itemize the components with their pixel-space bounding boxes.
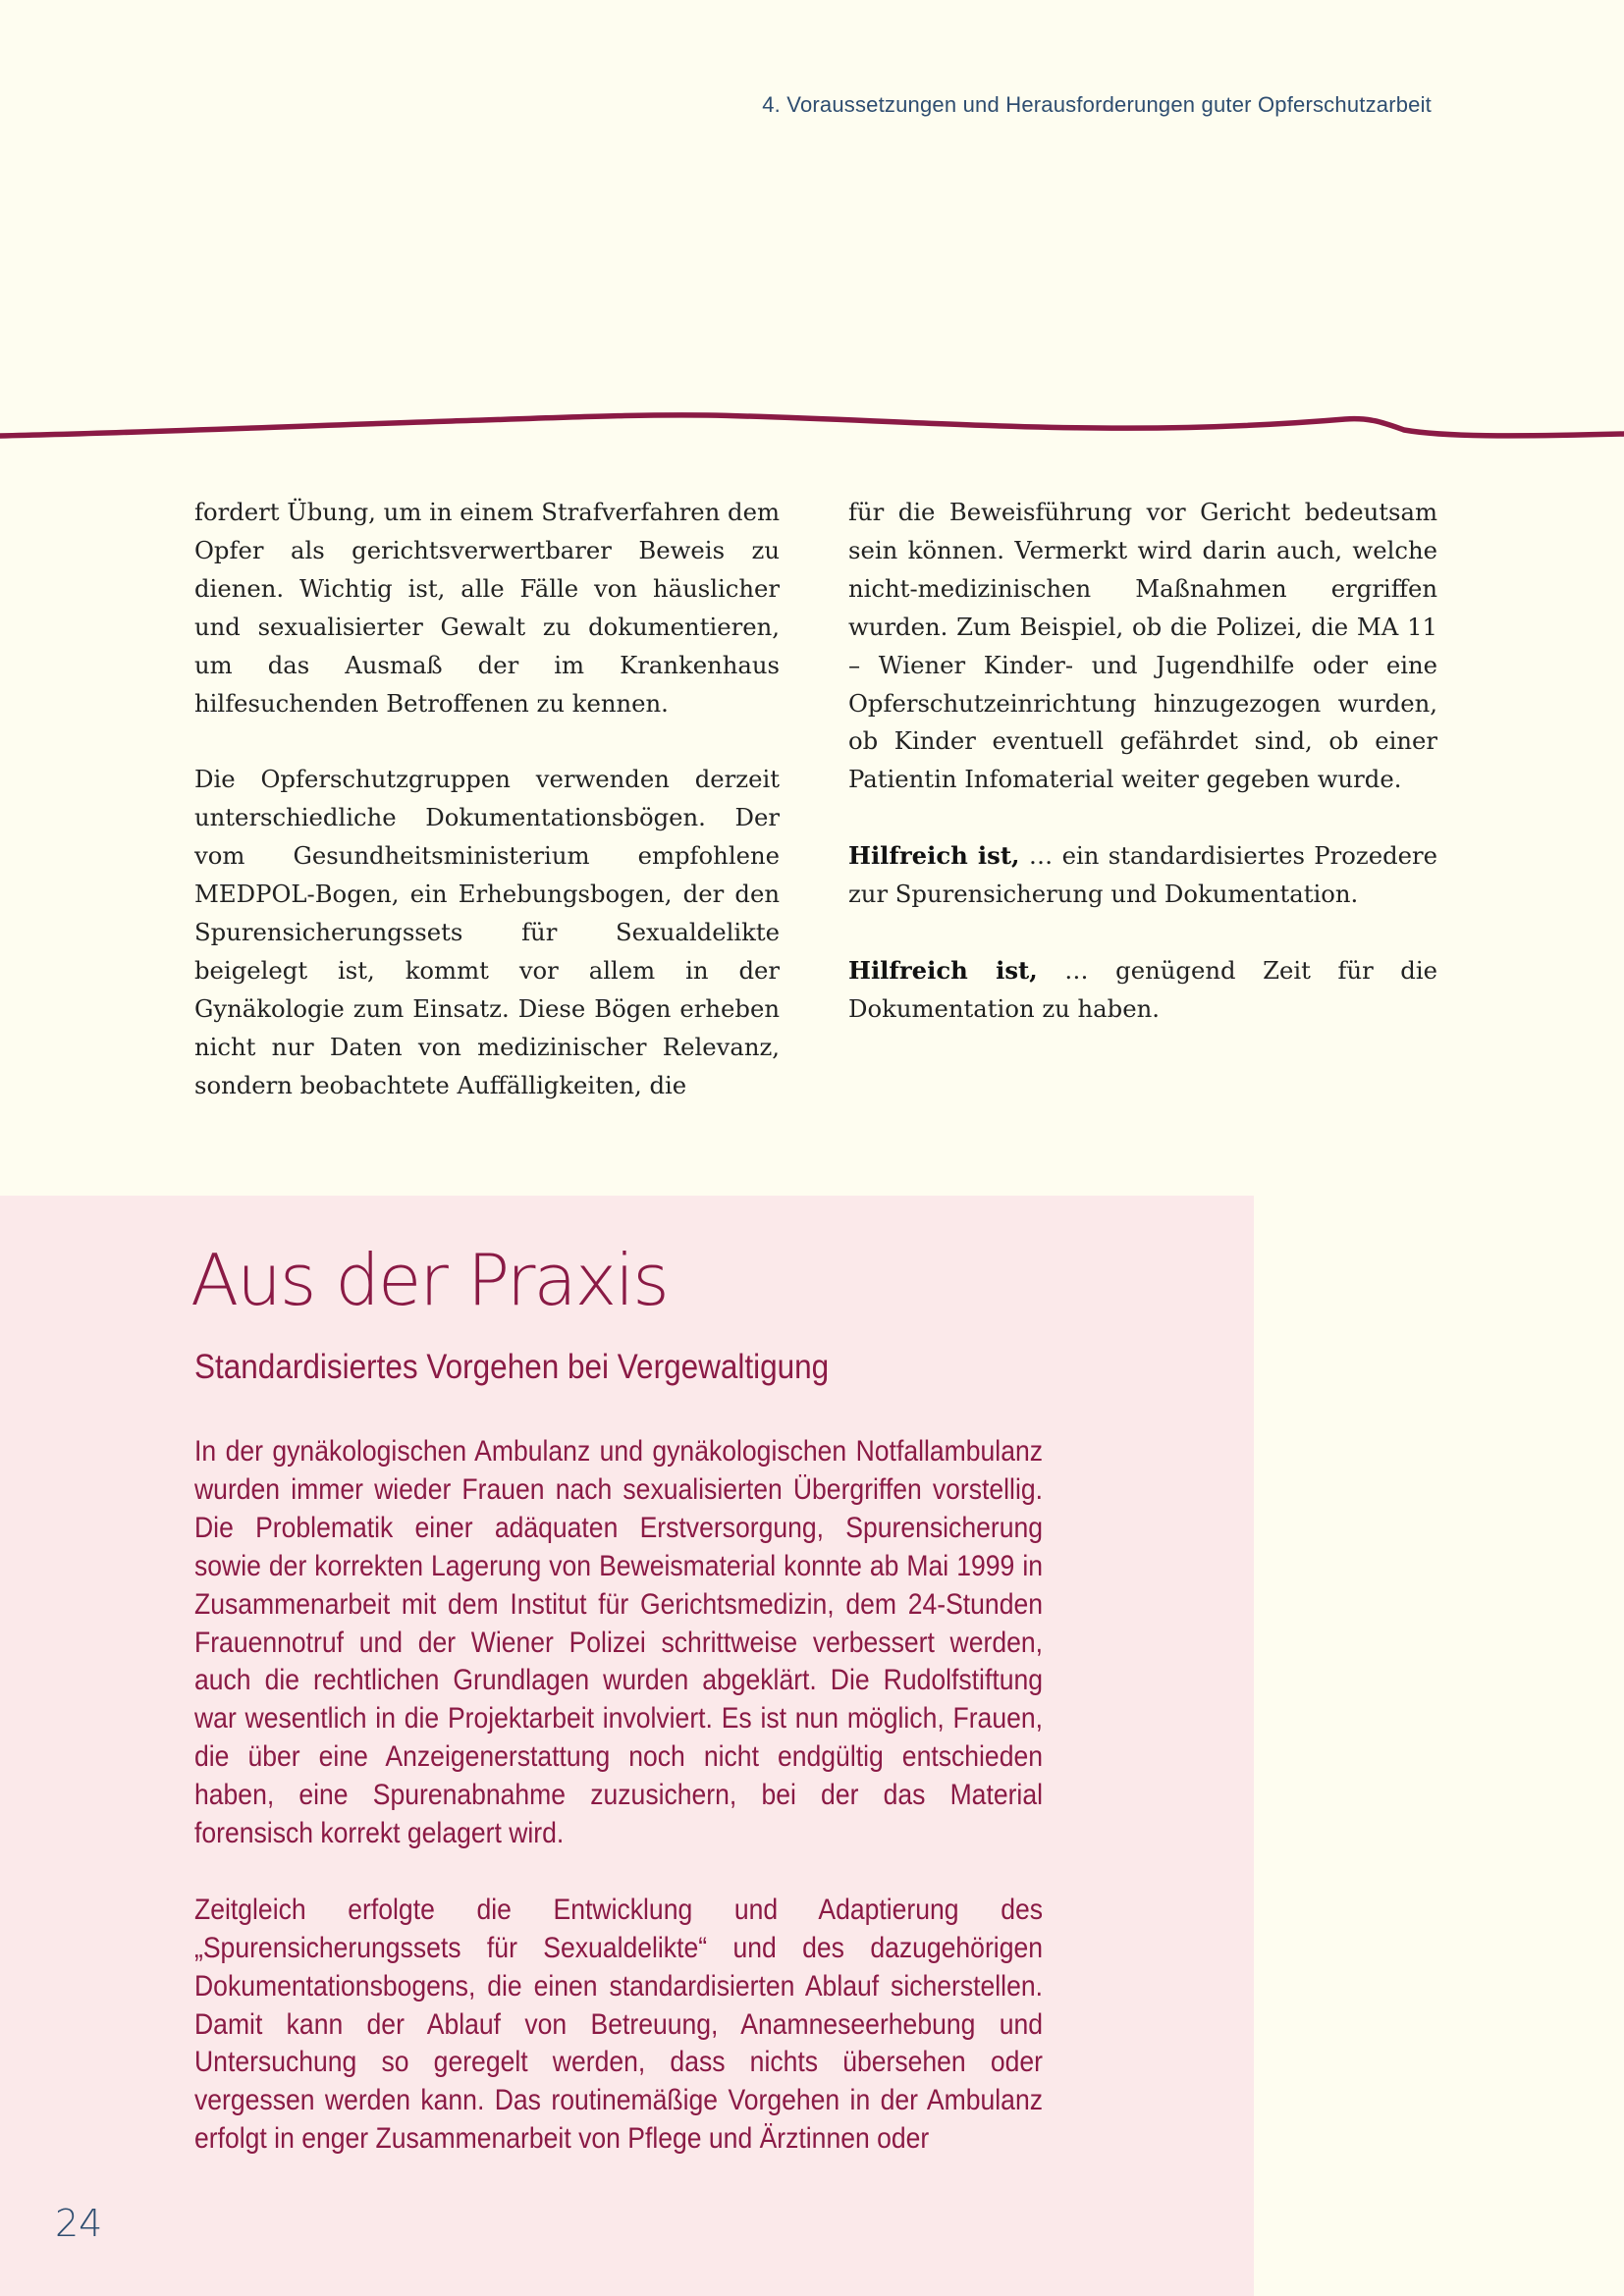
helpful-note-lead: Hilfreich ist, xyxy=(848,955,1038,985)
praxis-paragraph: In der gynäkologischen Ambulanz und gynäkologischen Notfallambulanz wurden immer wieder Frauen nach sexualisierten Übergriffen vorstellig. Die Problematik einer adäquaten Erstversorgung, Spurensicherung sowie der korrekten Lagerung von Beweismaterial konnte ab Mai 1999 in Zusammenarbeit mit dem Institut für Gerichtsmedizin, dem 24-Stunden Frauennotruf und der Wiener Polizei schrittweise verbessert werden, auch die rechtlichen Grundlagen wurden abgeklärt. Die Rudolfstiftung war wesentlich in die Projektarbeit involviert. Es ist nun möglich, Frauen, die über eine Anzeigenerstattung noch nicht endgültig entschieden haben, eine Spurenabnahme zuzusichern, bei der das Material forensisch korrekt gelagert wird. xyxy=(194,1435,1043,1850)
praxis-title: Aus der Praxis xyxy=(190,1239,668,1321)
praxis-subtitle: Standardisiertes Vorgehen bei Vergewaltigung xyxy=(194,1348,830,1386)
page-number: 24 xyxy=(55,2202,103,2245)
helpful-note-lead: Hilfreich ist, xyxy=(848,841,1020,871)
body-paragraph: fordert Übung, um in einem Strafverfahren dem Opfer als gerichtsverwertbarer Beweis zu dienen. Wichtig ist, alle Fälle von häuslicher und sexualisierter Gewalt zu dokumentieren, um das Ausmaß der im Krankenhaus hilfesuchenden Betroffenen zu kennen. xyxy=(194,498,780,718)
wave-divider xyxy=(0,398,1624,447)
body-left-column xyxy=(194,494,780,1143)
helpful-note xyxy=(848,952,1437,1029)
body-paragraph: Die Opferschutzgruppen verwenden derzeit unterschiedliche Dokumentationsbögen. Der vom Gesundheitsministerium empfohlene MEDPOL-Bogen, ein Erhebungsbogen, der den Spurensicherungssets für Sexualdelikte beigelegt ist, kommt vor allem in der Gynäkologie zum Einsatz. Diese Bögen erheben nicht nur Daten von medizinischer Relevanz, sondern beobachtete Auffälligkeiten, die xyxy=(194,765,780,1099)
praxis-text xyxy=(194,1433,1043,2197)
helpful-note-text: … ein standardisiertes Prozedere zur Spurensicherung und Dokumentation. xyxy=(848,841,1438,909)
body-paragraph: für die Beweisführung vor Gericht bedeutsam sein können. Vermerkt wird darin auch, welche nicht-medizinischen Maßnahmen ergriffen wurden. Zum Beispiel, ob die Polizei, die MA 11 – Wiener Kinder- und Jugendhilfe oder eine Opferschutzeinrichtung hinzugezogen wurden, ob Kinder eventuell gefährdet sind, ob einer Patientin Infomaterial weiter gegeben wurde. xyxy=(848,498,1437,794)
praxis-paragraph: Zeitgleich erfolgte die Entwicklung und Adaptierung des „Spurensicherungssets für Sexualdelikte“ und des dazugehörigen Dokumentationsbogens, die einen standardisierten Ablauf sicherstellen. Damit kann der Ablauf von Betreuung, Anamneseerhebung und Untersuchung so geregelt werden, dass nichts übersehen oder vergessen werden kann. Das routinemäßige Vorgehen in der Ambulanz erfolgt in enger Zusammenarbeit von Pflege und Ärztinnen oder xyxy=(194,1893,1043,2156)
helpful-note-text: … genügend Zeit für die Dokumentation zu haben. xyxy=(848,955,1437,1023)
body-right-column xyxy=(848,494,1437,1067)
running-head: 4. Voraussetzungen und Herausforderungen guter Opferschutzarbeit xyxy=(762,92,1432,117)
helpful-note xyxy=(848,837,1437,914)
